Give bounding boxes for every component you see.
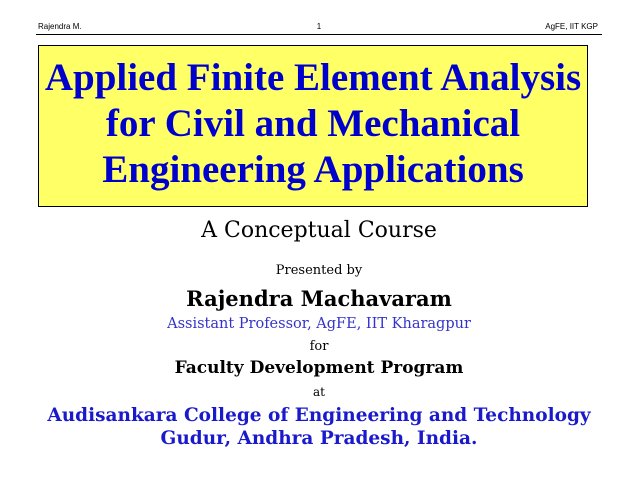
institution <box>0 404 638 450</box>
page-header <box>36 22 602 35</box>
page-number: 1 <box>316 22 322 31</box>
presented-by-label: Presented by <box>275 263 363 278</box>
course-subtitle: A Conceptual Course <box>201 218 437 243</box>
slide-title <box>39 55 587 193</box>
title-box <box>38 45 588 207</box>
program-name: Faculty Development Program <box>174 358 464 378</box>
title-line-3: Engineering Applications <box>102 148 524 191</box>
header-affiliation: AgFE, IIT KGP <box>545 22 598 31</box>
institution-location: Gudur, Andhra Pradesh, India. <box>160 428 478 449</box>
title-line-2: for Civil and Mechanical <box>105 102 521 145</box>
institution-name: Audisankara College of Engineering and Technology <box>47 405 591 426</box>
header-author: Rajendra M. <box>38 22 82 31</box>
author-name: Rajendra Machavaram <box>186 286 452 311</box>
title-line-1: Applied Finite Element Analysis <box>44 56 582 99</box>
author-position: Assistant Professor, AgFE, IIT Kharagpur <box>167 316 471 332</box>
at-label: at <box>313 385 325 399</box>
for-label: for <box>309 339 329 354</box>
